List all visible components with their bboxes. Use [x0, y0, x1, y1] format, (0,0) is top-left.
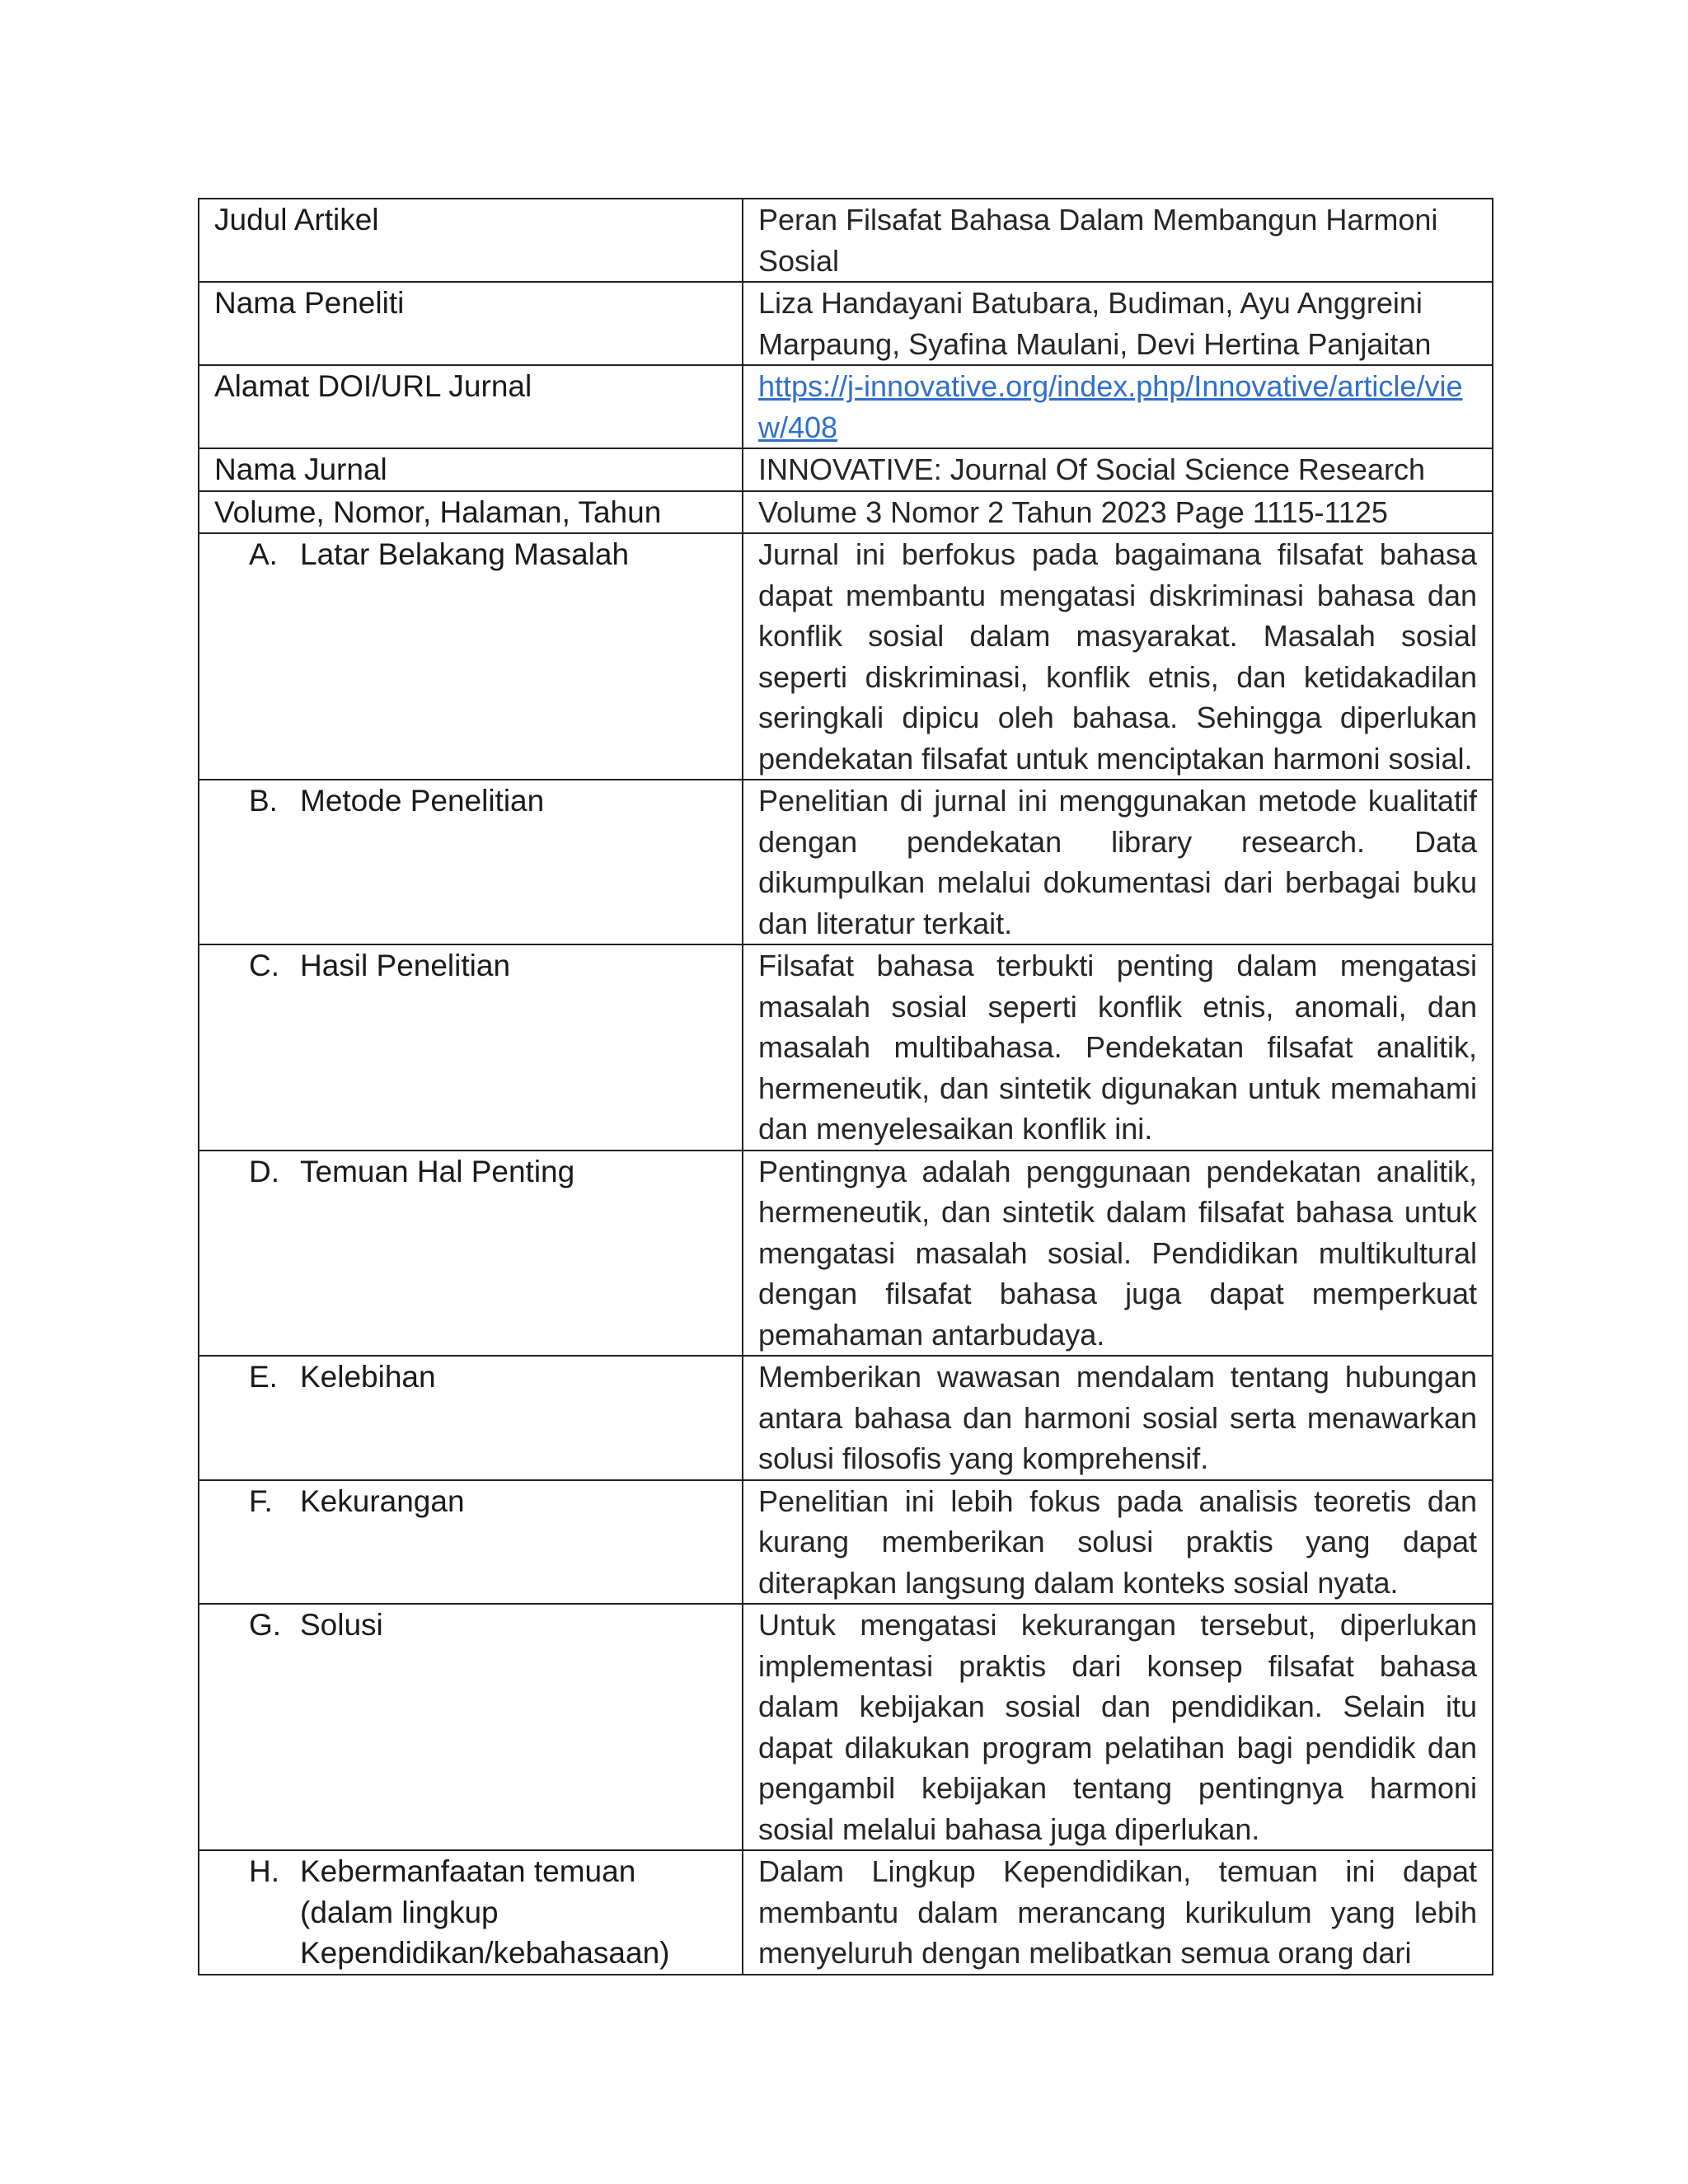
row-value-cell	[743, 491, 1493, 534]
table-row	[199, 1850, 1493, 1975]
section-text: Filsafat bahasa terbukti penting dalam mengatasi masalah sosial seperti konflik etnis, anomali, dan masalah multibahasa. Pendekatan filsafat analitik, hermeneutik, dan sintetik digunakan untuk memahami dan menyelesaikan konflik ini.	[758, 949, 1477, 1146]
section-title: Kekurangan	[300, 1483, 465, 1518]
section-title: Solusi	[300, 1608, 383, 1642]
table-row	[199, 1151, 1493, 1357]
table-row	[199, 1480, 1493, 1605]
section-label-cell	[199, 1480, 743, 1605]
table-row	[199, 199, 1493, 282]
researchers-value: Liza Handayani Batubara, Budiman, Ayu Anggreini Marpaung, Syafina Maulani, Devi Hertina Panjaitan	[758, 286, 1432, 361]
section-letter: A.	[249, 537, 278, 571]
row-value-cell	[743, 282, 1493, 365]
section-text-cell	[743, 944, 1493, 1151]
row-label: Volume, Nomor, Halaman, Tahun	[214, 494, 662, 529]
table-row	[199, 282, 1493, 365]
section-text: Dalam Lingkup Kependidikan, temuan ini dapat membantu dalam merancang kurikulum yang lebih menyeluruh dengan melibatkan semua orang dari	[758, 1854, 1477, 1970]
row-value-cell	[743, 448, 1493, 491]
section-title: Temuan Hal Penting	[300, 1154, 575, 1188]
section-title: Kelebihan	[300, 1360, 436, 1394]
section-letter: C.	[249, 949, 279, 982]
section-title: Hasil Penelitian	[300, 949, 511, 982]
section-text-cell	[743, 1151, 1493, 1357]
row-label-cell	[199, 199, 743, 282]
section-label-cell	[199, 944, 743, 1151]
journal-name-value: INNOVATIVE: Journal Of Social Science Research	[758, 452, 1425, 486]
table-row	[199, 448, 1493, 491]
section-letter: D.	[249, 1154, 279, 1188]
row-label-cell	[199, 282, 743, 365]
row-label: Judul Artikel	[214, 203, 379, 237]
section-text: Memberikan wawasan mendalam tentang hubungan antara bahasa dan harmoni sosial serta menawarkan solusi filosofis yang komprehensif.	[758, 1360, 1477, 1475]
table-row	[199, 1356, 1493, 1480]
section-text: Penelitian di jurnal ini menggunakan metode kualitatif dengan pendekatan library research. Data dikumpulkan melalui dokumentasi dari berbagai buku dan literatur terkait.	[758, 784, 1477, 940]
section-label-cell	[199, 1604, 743, 1850]
row-label: Alamat DOI/URL Jurnal	[214, 369, 532, 403]
volume-value: Volume 3 Nomor 2 Tahun 2023 Page 1115-1125	[758, 494, 1388, 529]
section-letter: H.	[249, 1854, 279, 1888]
section-label-cell	[199, 1850, 743, 1975]
section-text: Untuk mengatasi kekurangan tersebut, diperlukan implementasi praktis dari konsep filsafat bahasa dalam kebijakan sosial dan pendidikan. Selain itu dapat dilakukan program pelatihan bagi pendidik dan pengambil kebijakan tentang pentingnya harmoni sosial melalui bahasa juga diperlukan.	[758, 1608, 1477, 1846]
section-letter: G.	[249, 1608, 282, 1642]
section-text-cell	[743, 1356, 1493, 1480]
section-text-cell	[743, 533, 1493, 780]
journal-review-table	[198, 198, 1493, 1975]
row-label-cell	[199, 448, 743, 491]
table-row	[199, 1604, 1493, 1850]
section-letter: B.	[249, 784, 278, 818]
section-title: Kebermanfaatan temuan (dalam lingkup Kependidikan/kebahasaan)	[300, 1854, 670, 1970]
section-title: Metode Penelitian	[300, 784, 545, 818]
section-label-cell	[199, 780, 743, 944]
section-label-cell	[199, 1151, 743, 1357]
section-label-cell	[199, 533, 743, 780]
table-row	[199, 491, 1493, 534]
section-text-cell	[743, 1604, 1493, 1850]
row-value-cell	[743, 365, 1493, 448]
row-value-cell	[743, 199, 1493, 282]
section-text-cell	[743, 1480, 1493, 1605]
section-title: Latar Belakang Masalah	[300, 537, 630, 571]
section-letter: F.	[249, 1483, 273, 1518]
table-row	[199, 533, 1493, 780]
table-row	[199, 780, 1493, 944]
section-text-cell	[743, 1850, 1493, 1975]
row-label: Nama Peneliti	[214, 286, 405, 320]
section-text: Pentingnya adalah penggunaan pendekatan analitik, hermeneutik, dan sintetik dalam filsafat bahasa untuk mengatasi masalah sosial. Pendidikan multikultural dengan filsafat bahasa juga dapat memperkuat pemahaman antarbudaya.	[758, 1154, 1477, 1352]
article-title-value: Peran Filsafat Bahasa Dalam Membangun Harmoni Sosial	[758, 203, 1438, 278]
row-label-cell	[199, 491, 743, 534]
row-label-cell	[199, 365, 743, 448]
table-row	[199, 944, 1493, 1151]
section-text: Penelitian ini lebih fokus pada analisis teoretis dan kurang memberikan solusi praktis yang dapat diterapkan langsung dalam konteks sosial nyata.	[758, 1483, 1477, 1600]
section-label-cell	[199, 1356, 743, 1480]
table-row	[199, 365, 1493, 448]
section-text: Jurnal ini berfokus pada bagaimana filsafat bahasa dapat membantu mengatasi diskriminasi bahasa dan konflik sosial dalam masyarakat. Masalah sosial seperti diskriminasi, konflik etnis, dan ketidakadilan seringkali dipicu oleh bahasa. Sehingga diperlukan pendekatan filsafat untuk menciptakan harmoni sosial.	[758, 537, 1477, 776]
section-letter: E.	[249, 1360, 278, 1394]
journal-url-link[interactable]: https://j-innovative.org/index.php/Innovative/article/view/408	[758, 369, 1463, 444]
row-label: Nama Jurnal	[214, 452, 387, 486]
section-text-cell	[743, 780, 1493, 944]
